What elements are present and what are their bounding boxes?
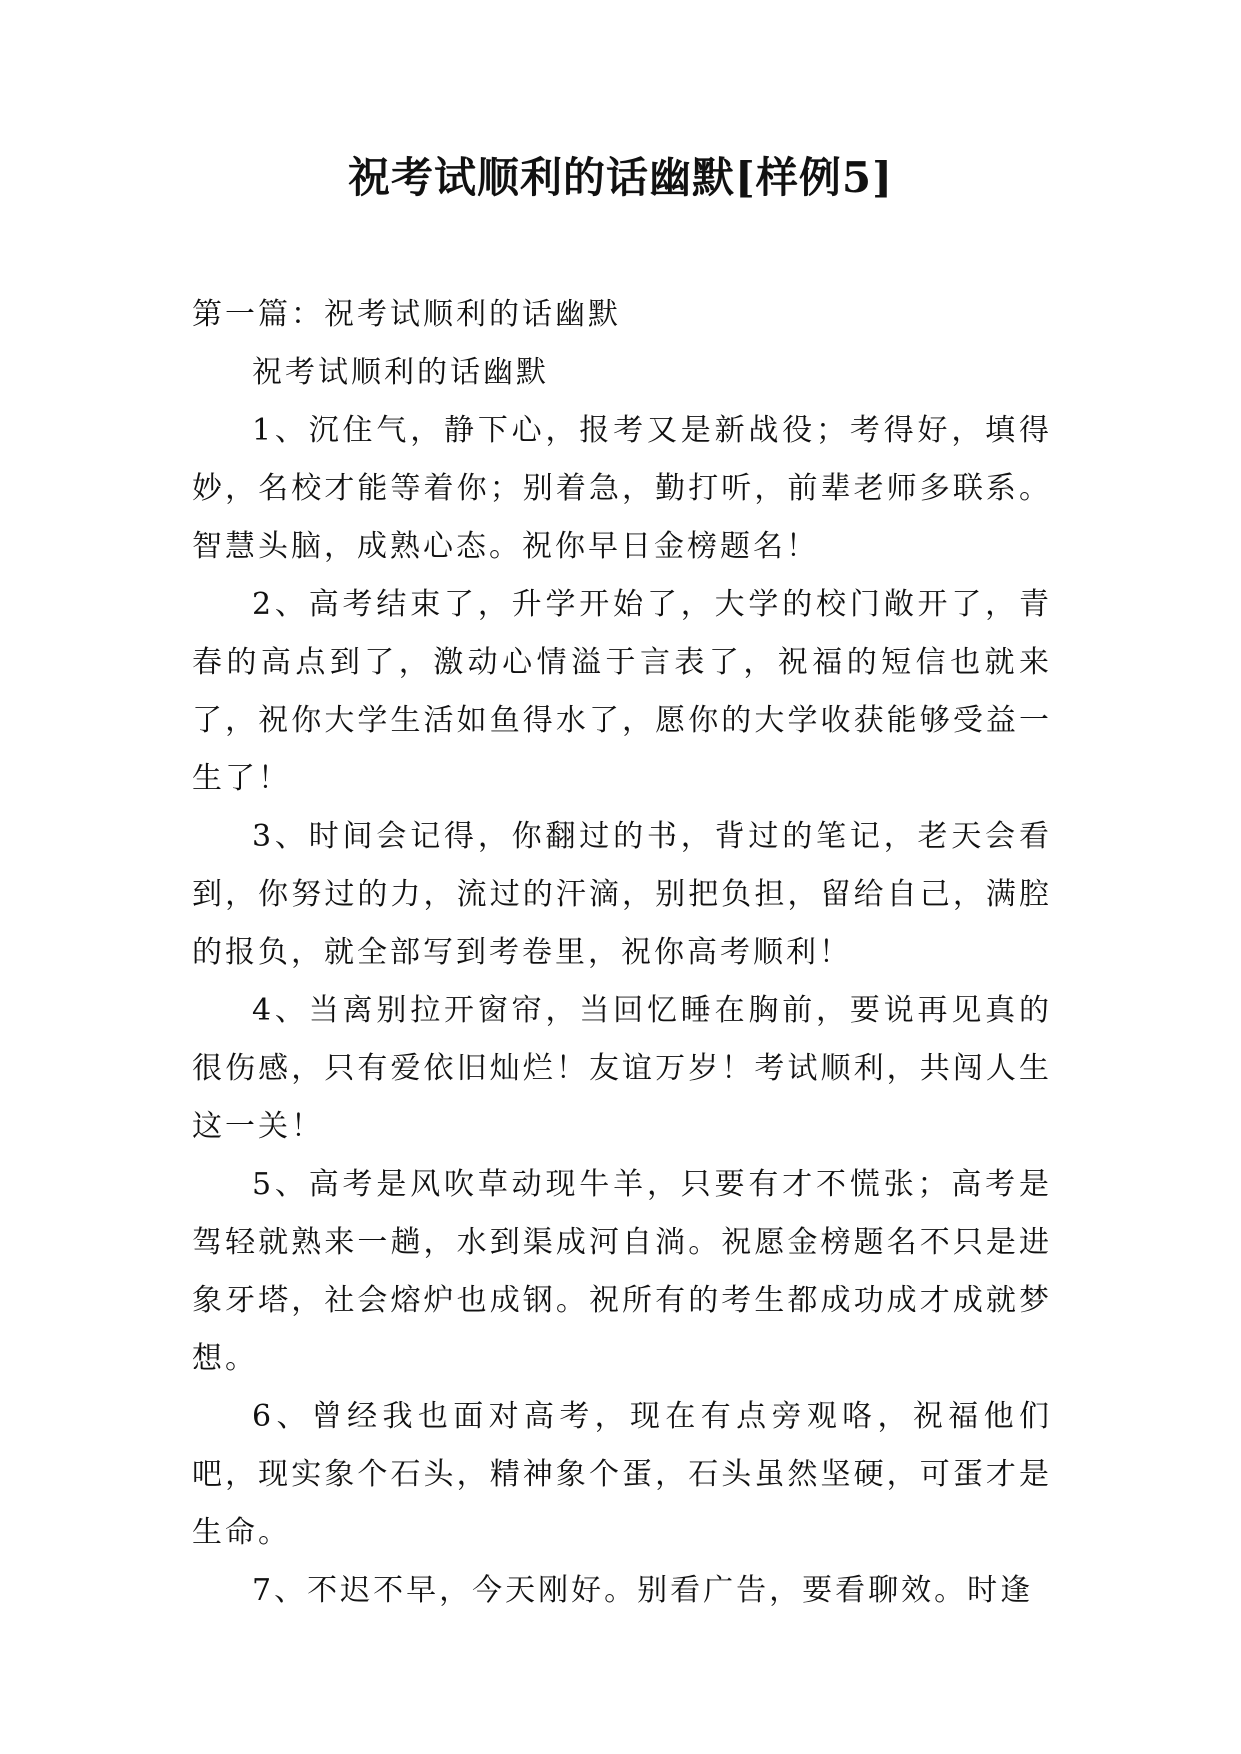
paragraph-7: 7、不迟不早，今天刚好。别看广告，要看聊效。时逢	[252, 1573, 1034, 1608]
paragraph-1: 1、沉住气，静下心，报考又是新战役；考得好，填得妙，名校才能等着你；别着急，勤打听，前辈老师多联系。智慧头脑，成熟心态。祝你早日金榜题名！	[192, 413, 1052, 564]
paragraph-6: 6、曾经我也面对高考，现在有点旁观咯，祝福他们吧，现实象个石头，精神象个蛋，石头虽然坚硬，可蛋才是生命。	[192, 1399, 1052, 1550]
document-body	[192, 286, 1052, 1620]
paragraph-3: 3、时间会记得，你翻过的书，背过的笔记，老天会看到，你努过的力，流过的汗滴，别把负担，留给自己，满腔的报负，就全部写到考卷里，祝你高考顺利！	[192, 819, 1052, 970]
document-title: 祝考试顺利的话幽默[样例5]	[348, 153, 893, 202]
paragraph-4: 4、当离别拉开窗帘，当回忆睡在胸前，要说再见真的很伤感，只有爱依旧灿烂！友谊万岁！考试顺利，共闯人生这一关！	[192, 993, 1052, 1144]
paragraph-2: 2、高考结束了，升学开始了，大学的校门敞开了，青春的高点到了，激动心情溢于言表了，祝福的短信也就来了，祝你大学生活如鱼得水了，愿你的大学收获能够受益一生了！	[192, 587, 1052, 796]
section-subheading: 祝考试顺利的话幽默	[252, 355, 549, 390]
chapter-heading: 第一篇：祝考试顺利的话幽默	[192, 297, 621, 332]
paragraph-5: 5、高考是风吹草动现牛羊，只要有才不慌张；高考是驾轻就熟来一趟，水到渠成河自淌。祝愿金榜题名不只是进象牙塔，社会熔炉也成钢。祝所有的考生都成功成才成就梦想。	[192, 1167, 1052, 1376]
